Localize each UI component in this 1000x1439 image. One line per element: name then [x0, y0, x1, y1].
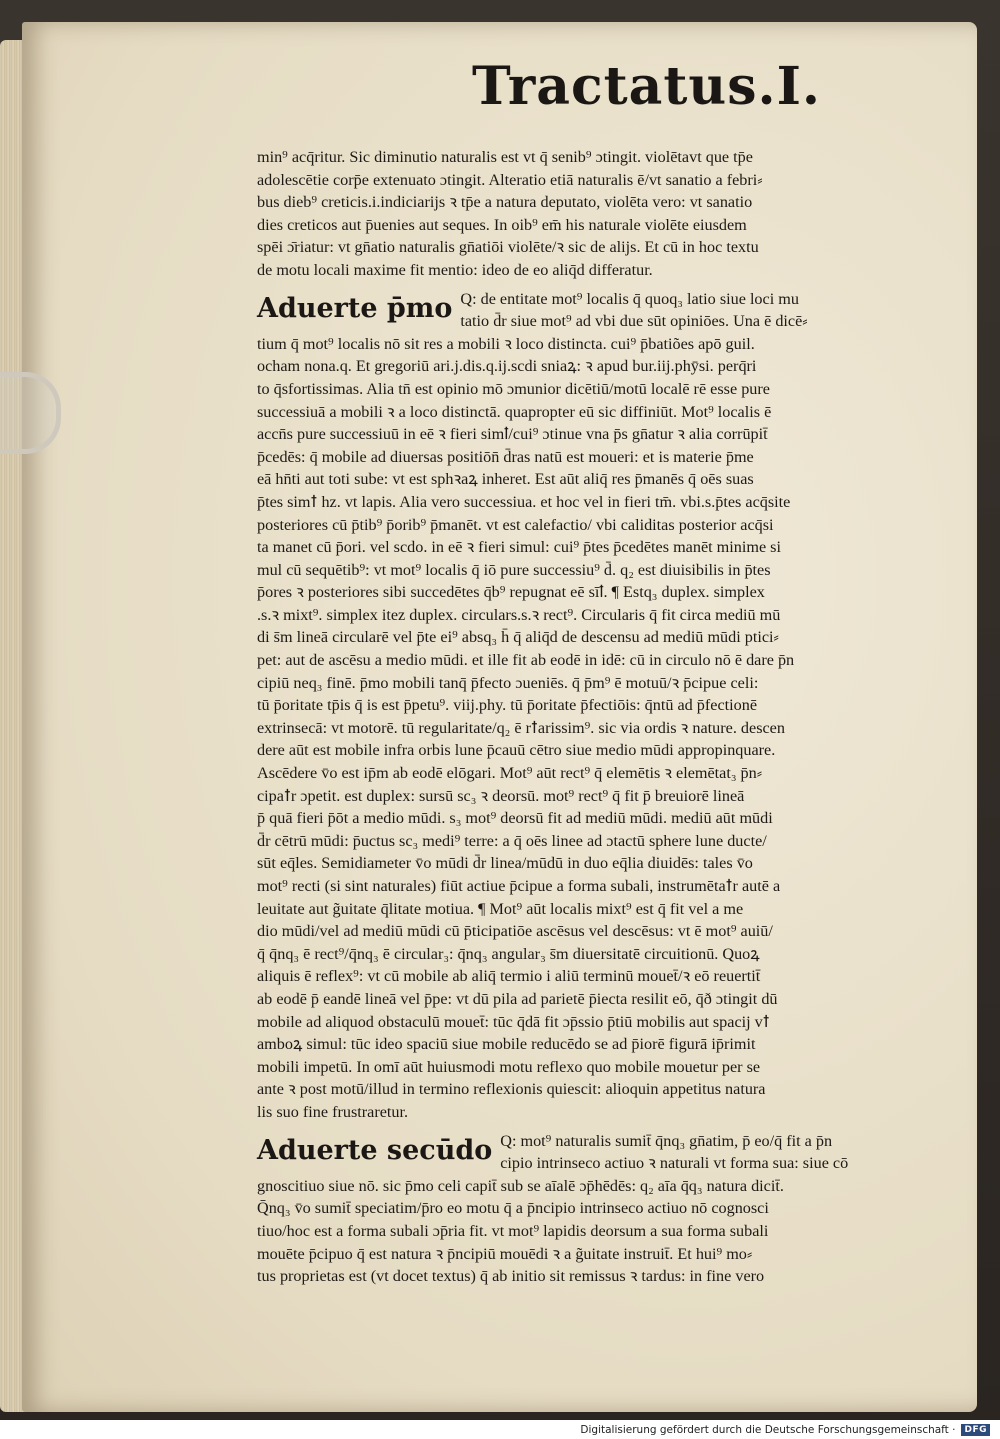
text-line: p̄ores ꝛ posteriores sibi succedētes q̄b⁹ repugnat eē sīꝉ. ¶ Estq₃ duplex. simplex — [257, 583, 765, 602]
text-line: Q: mot⁹ naturalis sumit̄ q̄nq₃ gn̄atim, p̄ eo/q̄ fit a p̄n — [500, 1131, 833, 1150]
text-line: d̄r cētrū mūdi: p̄uctus sc₃ medi⁹ terre: a q̄ oēs linee ad ɔtactū sphere lune ducte/ — [257, 831, 767, 850]
paragraph — [257, 1130, 947, 1288]
paper-clip-icon — [0, 372, 61, 454]
text-line: bus dieb⁹ creticis.i.indiciarijs ꝛ tp̄e a natura deputato, violēta vero: vt sanatio — [257, 193, 753, 212]
text-line: dere aūt est mobile infra orbis lune p̄cauū cētro siue medio mūdi appropinquare. — [257, 741, 776, 760]
running-head: Tractatus.I. — [472, 56, 822, 117]
text-line: tū p̄oritate tp̄is q̄ is est p̄petu⁹. viij.phy. tū p̄oritate p̄fectiōis: q̄ntū ad p̄fectionē — [257, 696, 758, 715]
text-line: lis suo fine frustraretur. — [257, 1102, 409, 1121]
paragraph — [257, 288, 947, 1124]
text-line: amboꝝ simul: tūc ideo spaciū siue mobile reducēdo se ad p̄iorē figurā ip̄rimit — [257, 1035, 756, 1054]
text-line: tus proprietas est (vt docet textus) q̄ ab initio sit remissus ꝛ tardus: in fine vero — [257, 1267, 765, 1286]
text-line: cipiū neq₃ finē. p̄mo mobili tanq̄ p̄fecto ɔueniēs. q̄ p̄m⁹ ē motuū/ꝛ p̄cipue celi: — [257, 673, 759, 692]
text-line: successiuā a mobili ꝛ a loco distinctā. quapropter eū sic diffiniūt. Mot⁹ localis ē — [257, 402, 772, 421]
text-line: extrinsecā: vt motorē. tū regularitate/q₂ ē rꝉarissim⁹. sic via ordis ꝛ nature. descen — [257, 718, 785, 737]
text-line: cipio intrinseco actiuo ꝛ naturali vt forma sua: siue cō — [500, 1154, 849, 1173]
text-line: ta manet cū p̄ori. vel scdo. in eē ꝛ fieri simul: cui⁹ p̄tes p̄cedētes manēt minime si — [257, 538, 781, 557]
text-line: ab eodē p̄ eandē lineā vel p̄pe: vt dū pila ad parietē p̄iecta resilit eō, q̄ð ɔtingit dū — [257, 989, 778, 1008]
text-line: ocham nona.q. Et gregoriū ari.j.dis.q.ij.scdi sniaꝝ: ꝛ apud bur.iij.phȳsi. perq̄ri — [257, 357, 757, 376]
text-line: tatio d̄r siue mot⁹ ad vbi due sūt opiniōes. Una ē dicē⸗ — [460, 312, 808, 331]
text-line: posteriores cū p̄tib⁹ p̄orib⁹ p̄manēt. vt est calefactio/ vbi caliditas posterior acq̄si — [257, 515, 774, 534]
text-line: dies creticos aut p̄uenies aut seques. In oib⁹ em̄ his naturale violēte eiusdem — [257, 215, 747, 234]
text-line: p̄ quā fieri p̄ōt a medio mūdi. s₃ mot⁹ deorsū fit ad mediū mūdi. mediū aūt mūdi — [257, 809, 773, 828]
text-line: p̄cedēs: q̄ mobile ad diuersas positiōn̄ d̄ras natū est moueri: et is materie p̄me — [257, 447, 754, 466]
text-line: aliquis ē reflex⁹: vt cū mobile ab aliq̄ termio i aliū terminū mouet̄/ꝛ eō reuertit̄ — [257, 967, 761, 986]
paragraph-lead: Aduerte secūdo — [257, 1134, 493, 1166]
text-line: Q̄nq₃ v̄o sumit̄ speciatim/p̄ro eo motu q̄ a p̄ncipio intrinseco actiuo nō cognosci — [257, 1199, 769, 1218]
text-line: mouēte p̄cipuo q̄ est natura ꝛ p̄ncipiū mouēdi ꝛ a g̃uitate instruit̄. Et hui⁹ mo⸗ — [257, 1244, 753, 1263]
text-line: pet: aut de ascēsu a medio mūdi. et ille fit ab eodē in idē: cū in circulo nō ē dare p̄n — [257, 651, 795, 670]
paragraph-lead: Aduerte p̄mo — [257, 292, 453, 324]
text-line: di s̄m lineā circularē vel p̄te ei⁹ absq₃ h̄ q̄ aliq̄d de descensu ad mediū mūdi ptici⸗ — [257, 628, 779, 647]
text-line: leuitate aut g̃uitate q̄litate motiua. ¶ Mot⁹ aūt localis mixt⁹ est q̄ fit vel a me — [257, 899, 744, 918]
text-line: q̄ q̄nq₃ ē rect⁹/q̄nq₃ ē circular₃: q̄nq₃ angular₃ s̄m diuersitatē circuitionū. Quoꝝ — [257, 944, 760, 963]
text-line: mobili impetū. In omī aūt huiusmodi motu reflexo quo mobile mouetur per se — [257, 1057, 761, 1076]
text-line: tium q̄ mot⁹ localis nō sit res a mobili ꝛ loco distincta. cui⁹ p̄batiões apō guil. — [257, 334, 755, 353]
text-line: to q̄sfortissimas. Alia tn̄ est opinio mō ɔmunior dicētiū/motū localē rē esse pure — [257, 379, 770, 398]
text-line: min⁹ acq̄ritur. Sic diminutio naturalis est vt q̄ senib⁹ ɔtingit. violētavt que tp̄e — [257, 148, 753, 166]
footer-credit-bar — [0, 1420, 1000, 1439]
text-line: ante ꝛ post motū/illud in termino reflexionis quiescit: alioquin appetitus natura — [257, 1080, 766, 1099]
text-line: p̄tes simꝉ hz. vt lapis. Alia vero successiua. et hoc vel in fieri tm̄. vbi.s.p̄tes acq̄site — [257, 492, 791, 511]
page — [22, 22, 977, 1412]
text-line: sūt eq̄les. Semidiameter v̄o mūdi d̄r linea/mūdū in duo eq̄lia diuidēs: tales v̄o — [257, 854, 753, 873]
dfg-logo: DFG — [961, 1424, 990, 1436]
text-line: cipaꝉr ɔpetit. est duplex: sursū sc₃ ꝛ deorsū. mot⁹ rect⁹ q̄ fit p̄ breuiorē lineā — [257, 786, 745, 805]
text-line: mot⁹ recti (si sint naturales) fiūt actiue p̄cipue a forma subali, instrumētaꝉr autē a — [257, 877, 781, 895]
text-line: eā hn̄ti aut toti sube: vt est sphꝛaꝝ inheret. Est aūt aliq̄ res p̄manēs q̄ oēs suas — [257, 470, 754, 489]
text-line: dio mūdi/vel ad mediū mūdi cū p̄ticipatiōe ascēsus vel descēsus: vt ē mot⁹ auiū/ — [257, 922, 773, 941]
text-line: mul cū sequētib⁹: vt mot⁹ localis q̄ iō pure successiu⁹ d̄. q₂ est diuisibilis in p̄tes — [257, 560, 771, 579]
text-line: Ascēdere v̄o est ip̄m ab eodē elōgari. Mot⁹ aūt rect⁹ q̄ elemētis ꝛ elemētat₃ p̄n⸗ — [257, 764, 763, 783]
paragraph — [257, 146, 947, 282]
footer-credit: Digitalisierung gefördert durch die Deutsche Forschungsgemeinschaft · — [580, 1423, 956, 1436]
text-block — [257, 140, 947, 1288]
text-line: adolescētie corp̄e extenuato ɔtingit. Alteratio etiā naturalis ē/vt sanatio a febri⸗ — [257, 170, 763, 189]
text-line: de motu locali maxime fit mentio: ideo de eo aliq̄d differatur. — [257, 260, 653, 279]
text-line: .s.ꝛ mixt⁹. simplex itez duplex. circulars.s.ꝛ rect⁹. Circularis q̄ fit circa mediū mū — [257, 605, 781, 624]
text-line: mobile ad aliquod obstaculū mouet̄: tūc q̄dā fit ɔp̄ssio p̄tiū mobilis aut spacij vꝉ — [257, 1012, 770, 1031]
text-line: spēi ɔ̄riatur: vt gn̄atio naturalis gn̄atiōi violēte/ꝛ sic de alijs. Et cū in hoc textu — [257, 238, 759, 257]
text-line: Q: de entitate mot⁹ localis q̄ quoq₃ latio siue loci mu — [460, 289, 799, 308]
text-line: gnoscitiuo siue nō. sic p̄mo celi capit̄ sub se aīalē ɔp̄hēdēs: q₂ aīa q̄q₃ natura dicit̄. — [257, 1176, 784, 1195]
text-line: accn̄s pure successiuū in eē ꝛ fieri simꝉ/cui⁹ ɔtinue vna p̄s gn̄atur ꝛ alia corrūpit̄ — [257, 425, 768, 444]
text-line: tiuo/hoc est a forma subali ɔp̄ria fit. vt mot⁹ lapidis deorsum a sua forma subali — [257, 1221, 769, 1240]
